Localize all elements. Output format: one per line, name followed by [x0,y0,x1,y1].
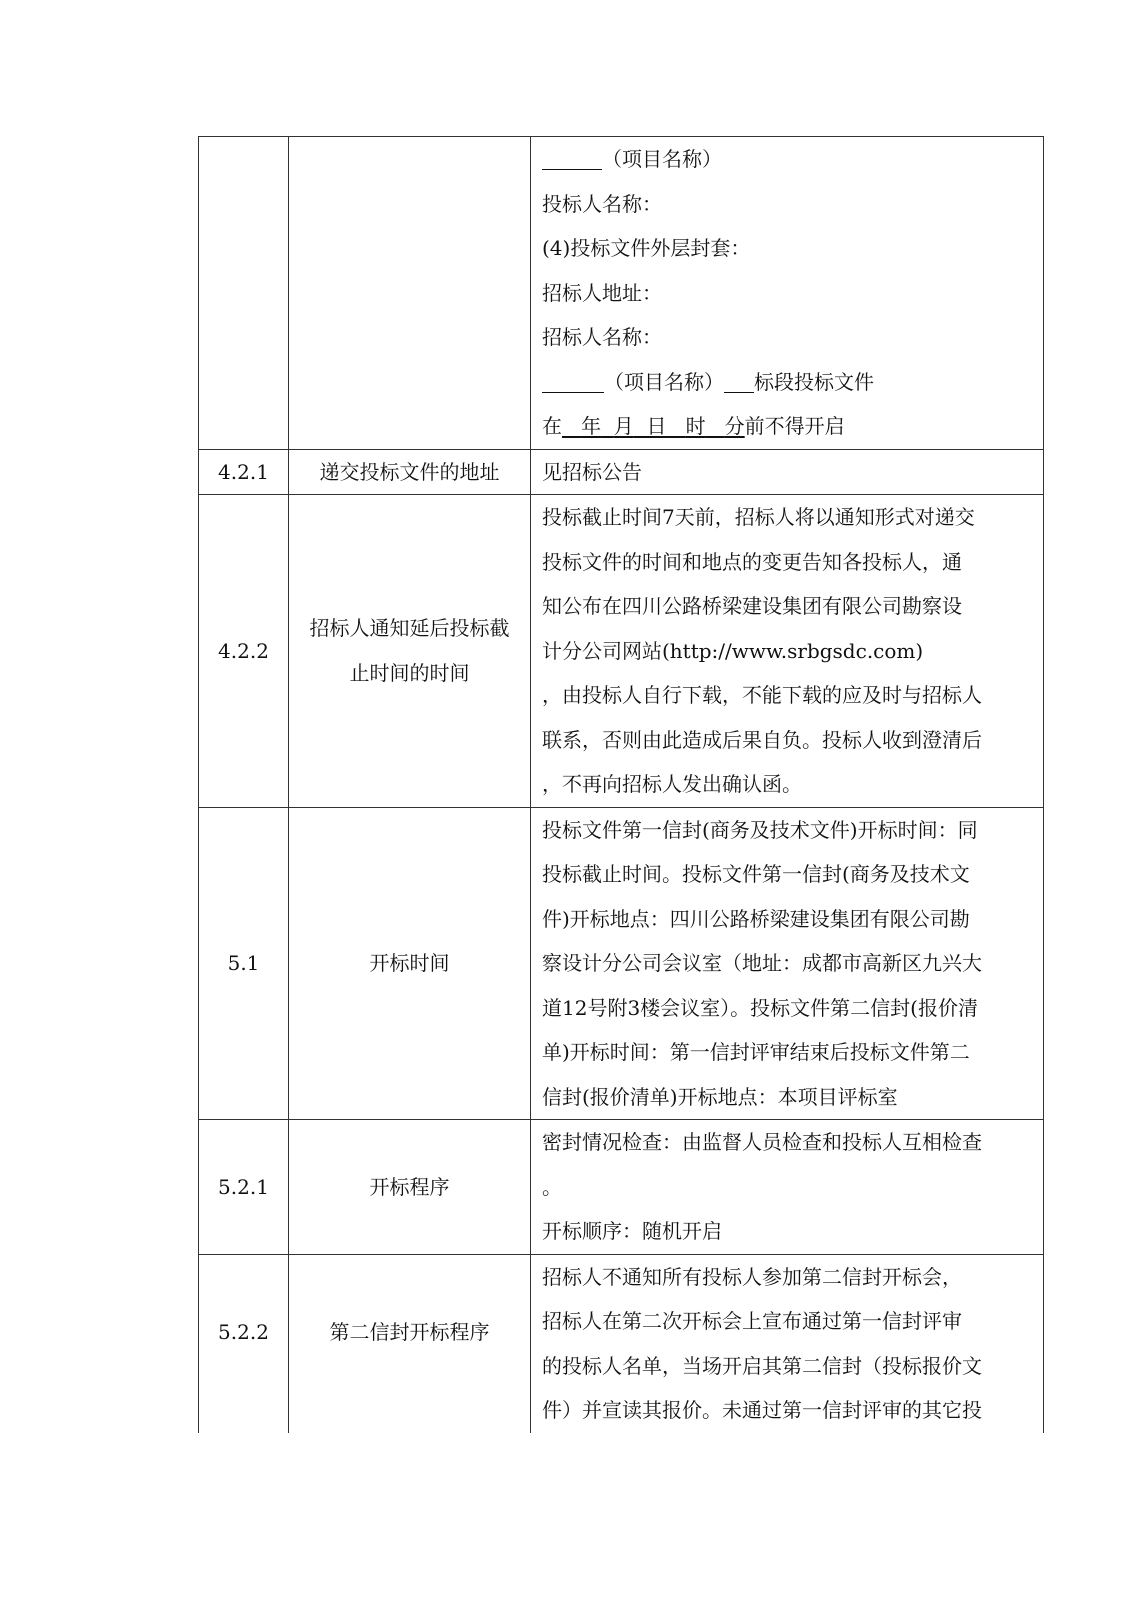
content-line: 的投标人名单，当场开启其第二信封（投标报价文 [542,1353,982,1378]
content-line: （项目名称） [542,137,1037,182]
content-line: ，由投标人自行下载，不能下载的应及时与招标人 [542,683,982,707]
content-line: 。 [542,1174,562,1199]
content-line: （项目名称） 标段投标文件 [542,360,1037,405]
content-line: 招标人在第二次开标会上宣布通过第一信封评审 [542,1309,962,1333]
content-line: 知公布在四川公路桥梁建设集团有限公司勘察设 [542,594,962,618]
content-line: 信封(报价清单)开标地点：本项目评标室 [542,1084,898,1109]
clause-content-cell [531,1120,1044,1255]
clause-label: 开标时间 [369,951,450,975]
blank-underline [724,370,754,393]
content-line: 件)开标地点：四川公路桥梁建设集团有限公司勘 [542,906,970,931]
clause-number-cell: 5.2.2 [199,1254,289,1433]
clause-content-cell [531,1254,1044,1433]
content-line: 投标文件的时间和地点的变更告知各投标人，通 [542,549,962,574]
clause-label: 第二信封开标程序 [329,1319,490,1344]
content-line: 投标截止时间7天前，招标人将以通知形式对递交 [542,505,975,529]
table-row [199,137,1044,450]
clause-label-cell [289,495,531,808]
content-line: 联系，否则由此造成后果自负。投标人收到澄清后 [542,727,982,752]
content-line: 计分公司网站(http://www.srbgsdc.com) [542,638,924,663]
clause-content-cell [531,137,1044,450]
table-row [199,1254,1044,1433]
clause-number-cell [199,137,289,450]
blank-underline [542,147,602,170]
content-line: ，不再向招标人发出确认函。 [542,772,802,796]
clause-label-cell [289,1254,531,1433]
content-line: (4)投标文件外层封套： [542,236,751,260]
bid-data-table [198,136,1044,1433]
content-line: 件）并宣读其报价。未通过第一信封评审的其它投 [542,1398,982,1422]
clause-label-cell [289,807,531,1120]
clause-number-cell: 5.1 [199,807,289,1120]
content-line: 察设计分公司会议室（地址：成都市高新区九兴大 [542,951,982,975]
content-line: 招标人名称： [542,325,662,349]
table-row [199,495,1044,808]
table-row [199,1120,1044,1255]
content-line: 见招标公告 [542,459,642,484]
clause-number-cell: 4.2.1 [199,449,289,495]
clause-label-cell [289,449,531,495]
content-line: 投标文件第一信封(商务及技术文件)开标时间：同 [542,817,978,842]
content-line: 在 年 月 日 时 分前不得开启 [542,414,845,438]
content-line: 招标人地址： [542,280,662,305]
clause-number-cell: 4.2.2 [199,495,289,808]
clause-label: 开标程序 [369,1174,450,1199]
table-row [199,449,1044,495]
clause-number-cell: 5.2.1 [199,1120,289,1255]
content-line: 开标顺序：随机开启 [542,1219,722,1243]
content-line: 单)开标时间：第一信封评审结束后投标文件第二 [542,1040,970,1064]
content-line: 投标截止时间。投标文件第一信封(商务及技术文 [542,862,970,886]
blank-underline [542,370,604,393]
content-line: 招标人不通知所有投标人参加第二信封开标会， [542,1264,962,1289]
content-line: 密封情况检查：由监督人员检查和投标人互相检查 [542,1130,982,1154]
clause-content-cell [531,495,1044,808]
clause-content-cell [531,449,1044,495]
clause-content-cell [531,807,1044,1120]
content-line: 投标人名称： [542,191,662,216]
clause-label: 招标人通知延后投标截止时间的时间 [309,616,510,685]
content-line: 道12号附3楼会议室）。投标文件第二信封(报价清 [542,995,978,1020]
clause-label-cell [289,1120,531,1255]
date-fill-in: 年 月 日 时 分 [581,414,745,438]
table-row [199,807,1044,1120]
clause-label-cell [289,137,531,450]
clause-label: 递交投标文件的地址 [319,459,500,484]
